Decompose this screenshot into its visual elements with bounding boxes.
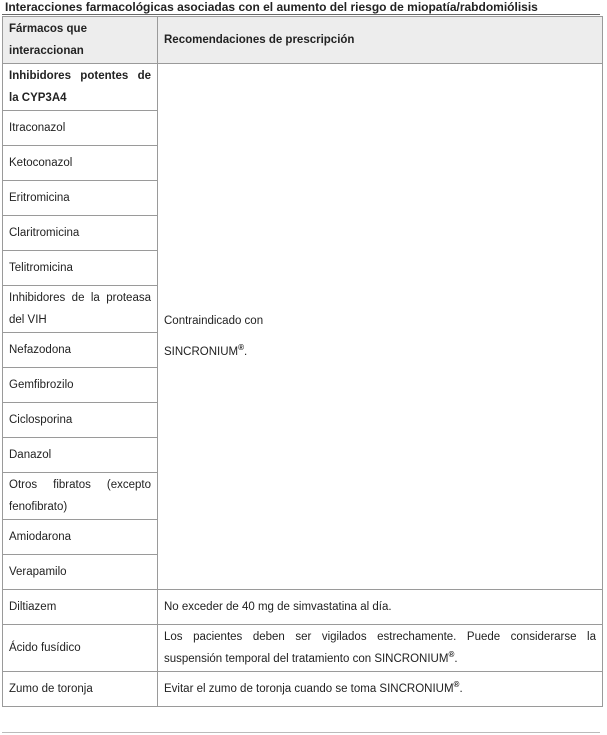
recommendation-text: Los pacientes deben ser vigilados estrechamente. Puede considerarse la suspensión temporal del tratamiento con SINCRONIUM	[164, 631, 596, 665]
header-recommendations: Recomendaciones de prescripción	[158, 17, 603, 64]
drug-cell: Diltiazem	[3, 590, 158, 625]
recommendation-cell	[158, 625, 603, 672]
drug-cell: Amiodarona	[3, 520, 158, 555]
drug-cell: Nefazodona	[3, 333, 158, 368]
drug-cell: Ciclosporina	[3, 403, 158, 438]
recommendation-cell: No exceder de 40 mg de simvastatina al día.	[158, 590, 603, 625]
drug-cell: Claritromicina	[3, 216, 158, 251]
recommendation-end: .	[244, 346, 248, 358]
drug-cell: Eritromicina	[3, 181, 158, 216]
drug-cell: Inhibidores de la proteasa del VIH	[3, 286, 158, 333]
recommendation-line-2	[164, 341, 596, 363]
drug-cell: Zumo de toronja	[3, 672, 158, 707]
title-divider	[2, 14, 600, 15]
header-drugs: Fármacos que interaccionan	[3, 17, 158, 64]
contraindicated-recommendation-cell	[158, 64, 603, 590]
registered-mark: ®	[238, 343, 245, 353]
header-row	[3, 17, 603, 64]
drug-cell: Telitromicina	[3, 251, 158, 286]
drug-cell: Ácido fusídico	[3, 625, 158, 672]
group-label-cell: Inhibidores potentes de la CYP3A4	[3, 64, 158, 111]
table-row	[3, 672, 603, 707]
table-title: Interacciones farmacológicas asociadas con el aumento del riesgo de miopatía/rabdomiólisis	[5, 0, 538, 14]
recommendation-end: .	[459, 683, 463, 695]
bottom-divider	[2, 732, 600, 733]
recommendation-cell	[158, 672, 603, 707]
drug-cell: Gemfibrozilo	[3, 368, 158, 403]
table-row	[3, 64, 603, 111]
recommendation-line-1: Contraindicado con	[164, 315, 264, 327]
registered-mark: ®	[448, 650, 455, 660]
recommendation-end: .	[454, 653, 458, 665]
drug-cell: Ketoconazol	[3, 146, 158, 181]
product-name: SINCRONIUM	[164, 346, 239, 358]
registered-mark: ®	[453, 680, 460, 690]
drug-cell: Danazol	[3, 438, 158, 473]
drug-cell: Otros fibratos (excepto fenofibrato)	[3, 473, 158, 520]
table-row	[3, 590, 603, 625]
drug-cell: Verapamilo	[3, 555, 158, 590]
drug-cell: Itraconazol	[3, 111, 158, 146]
interactions-table	[2, 16, 603, 707]
table-row	[3, 625, 603, 672]
recommendation-text: Evitar el zumo de toronja cuando se toma SINCRONIUM	[164, 683, 454, 695]
